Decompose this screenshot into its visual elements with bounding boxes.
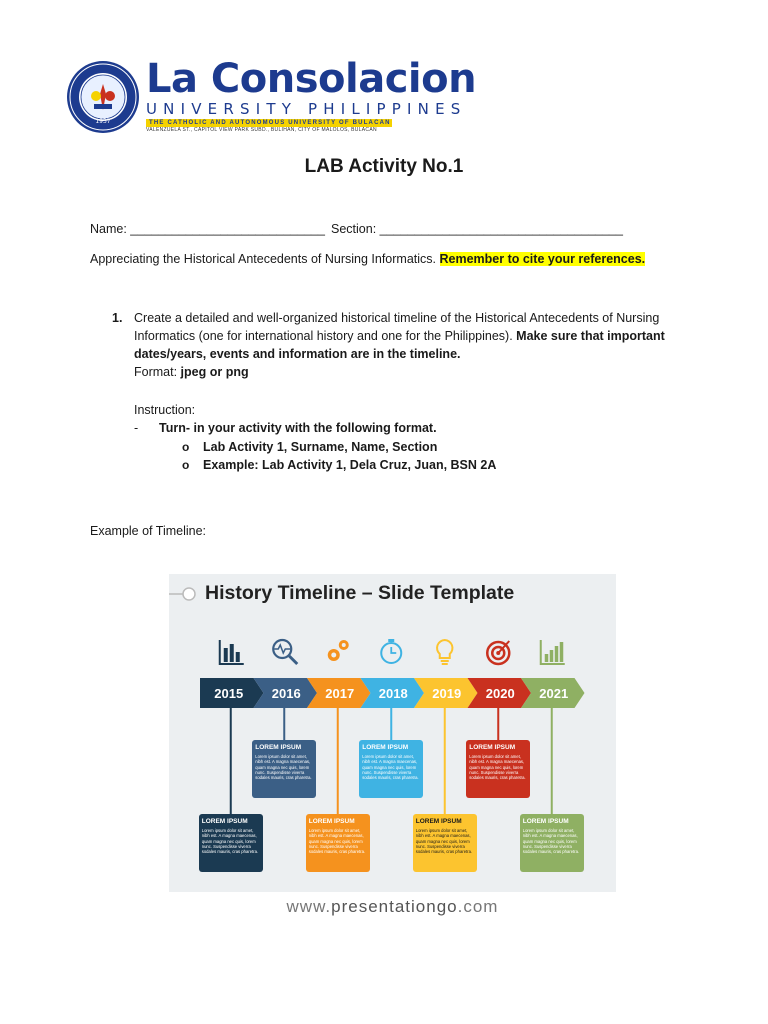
timeline-card-2016 [252, 740, 316, 798]
card-body: Lorem ipsum dolor sit amet, nibh est. A magna maecenas, quam magna nec quis, lorem nunc. Suspendisse viverra sodales mauris, cras pharetra. [201, 828, 259, 855]
card-body: Lorem ipsum dolor sit amet, nibh est. A magna maecenas, quam magna nec quis, lorem nunc. Suspendisse viverra sodales mauris, cras pharetra. [522, 828, 580, 855]
timeline-card-2018 [359, 740, 423, 798]
seal-year: 1937 [95, 118, 111, 125]
university-seal-logo [66, 60, 140, 134]
timeline-year-2017: 2017 [325, 686, 355, 701]
format-label: Format: [134, 365, 178, 379]
timeline-year-2015: 2015 [214, 686, 244, 701]
section-field: Section: ___________________________________ [331, 222, 623, 236]
timeline-card-2021 [520, 814, 584, 872]
timeline-year-2016: 2016 [271, 686, 301, 701]
footer-suffix: .com [457, 897, 499, 916]
card-heading: LOREM IPSUM [415, 818, 462, 825]
footer-url [169, 897, 616, 917]
card-body: Lorem ipsum dolor sit amet, nibh est. A magna maecenas, quam magna nec quis, lorem nunc. Suspendisse viverra sodales mauris, cras pharetra. [415, 828, 473, 855]
example-label: Example of Timeline: [90, 524, 207, 538]
card-heading: LOREM IPSUM [308, 818, 355, 825]
instruction-dash: - [134, 421, 139, 435]
instruction-label: Instruction: [134, 403, 196, 417]
card-heading: LOREM IPSUM [522, 818, 569, 825]
format-value: jpeg or png [180, 365, 249, 379]
card-body: Lorem ipsum dolor sit amet, nibh est. A magna maecenas, quam magna nec quis, lorem nunc. Suspendisse viverra sodales mauris, cras pharetra. [255, 754, 312, 781]
brand-name: La Consolacion [146, 56, 477, 102]
gears-icon [328, 640, 349, 661]
item1-emphasis: Make sure that important dates/years, events and information are in the timeline. [134, 329, 665, 361]
brand-tagline: THE CATHOLIC AND AUTONOMOUS UNIVERSITY OF BULACAN [146, 119, 392, 127]
name-field: Name: ____________________________ [90, 222, 325, 236]
card-heading: LOREM IPSUM [362, 744, 409, 751]
timeline-year-2021: 2021 [539, 686, 569, 701]
timeline-title: History Timeline – Slide Template [205, 582, 515, 604]
card-heading: LOREM IPSUM [201, 818, 248, 825]
card-body: Lorem ipsum dolor sit amet, nibh est. A magna maecenas, quam magna nec quis, lorem nunc. Suspendisse viverra sodales mauris, cras pharetra. [308, 828, 366, 855]
bullet-item-1: Lab Activity 1, Surname, Name, Section [203, 440, 438, 454]
timeline-card-2019 [413, 814, 477, 872]
card-heading: LOREM IPSUM [255, 744, 302, 751]
item1-text: Create a detailed and well-organized historical timeline of the Historical Antecedents of Nursing Informatics (one for international history and one for the Philippines). [134, 311, 660, 343]
intro-highlight: Remember to cite your references. [439, 252, 646, 266]
bullet-item-2: Example: Lab Activity 1, Dela Cruz, Juan, BSN 2A [203, 458, 497, 472]
bar-chart-icon [220, 640, 244, 664]
page-title: LAB Activity No.1 [304, 156, 464, 177]
instruction-main: Turn- in your activity with the following format. [159, 421, 437, 435]
timeline-card-2020 [466, 740, 530, 798]
timeline-year-2020: 2020 [485, 686, 515, 701]
timeline-year-2019: 2019 [432, 686, 462, 701]
magnifier-pulse-icon [273, 640, 297, 664]
card-body: Lorem ipsum dolor sit amet, nibh est. A magna maecenas, quam magna nec quis, lorem nunc. Suspendisse viverra sodales mauris, cras pharetra. [362, 754, 419, 781]
footer-domain: presentationgo [331, 897, 458, 916]
footer-prefix: www. [286, 897, 332, 916]
card-body: Lorem ipsum dolor sit amet, nibh est. A magna maecenas, quam magna nec quis, lorem nunc. Suspendisse viverra sodales mauris, cras pharetra. [469, 754, 526, 781]
bullet-marker-1: o [182, 440, 190, 454]
brand-block [146, 58, 476, 134]
item1-paragraph [134, 309, 694, 381]
brand-address: VALENZUELA ST., CAPITOL VIEW PARK SUBD., BULIHAN, CITY OF MALOLOS, BULACAN [146, 127, 377, 133]
bullet-marker-2: o [182, 458, 190, 472]
intro-text: Appreciating the Historical Antecedents of Nursing Informatics. [90, 252, 437, 266]
timeline-card-2017 [306, 814, 370, 872]
timeline-image [169, 574, 616, 892]
item-number: 1. [112, 311, 123, 325]
intro-line [90, 250, 645, 268]
brand-subtitle: UNIVERSITY PHILIPPINES [146, 100, 467, 118]
growth-chart-icon [541, 640, 565, 664]
target-icon [487, 641, 509, 664]
card-heading: LOREM IPSUM [469, 744, 516, 751]
timeline-year-2018: 2018 [378, 686, 408, 701]
lightbulb-icon [437, 640, 452, 664]
timeline-card-2015 [199, 814, 263, 872]
stopwatch-icon [381, 639, 401, 663]
